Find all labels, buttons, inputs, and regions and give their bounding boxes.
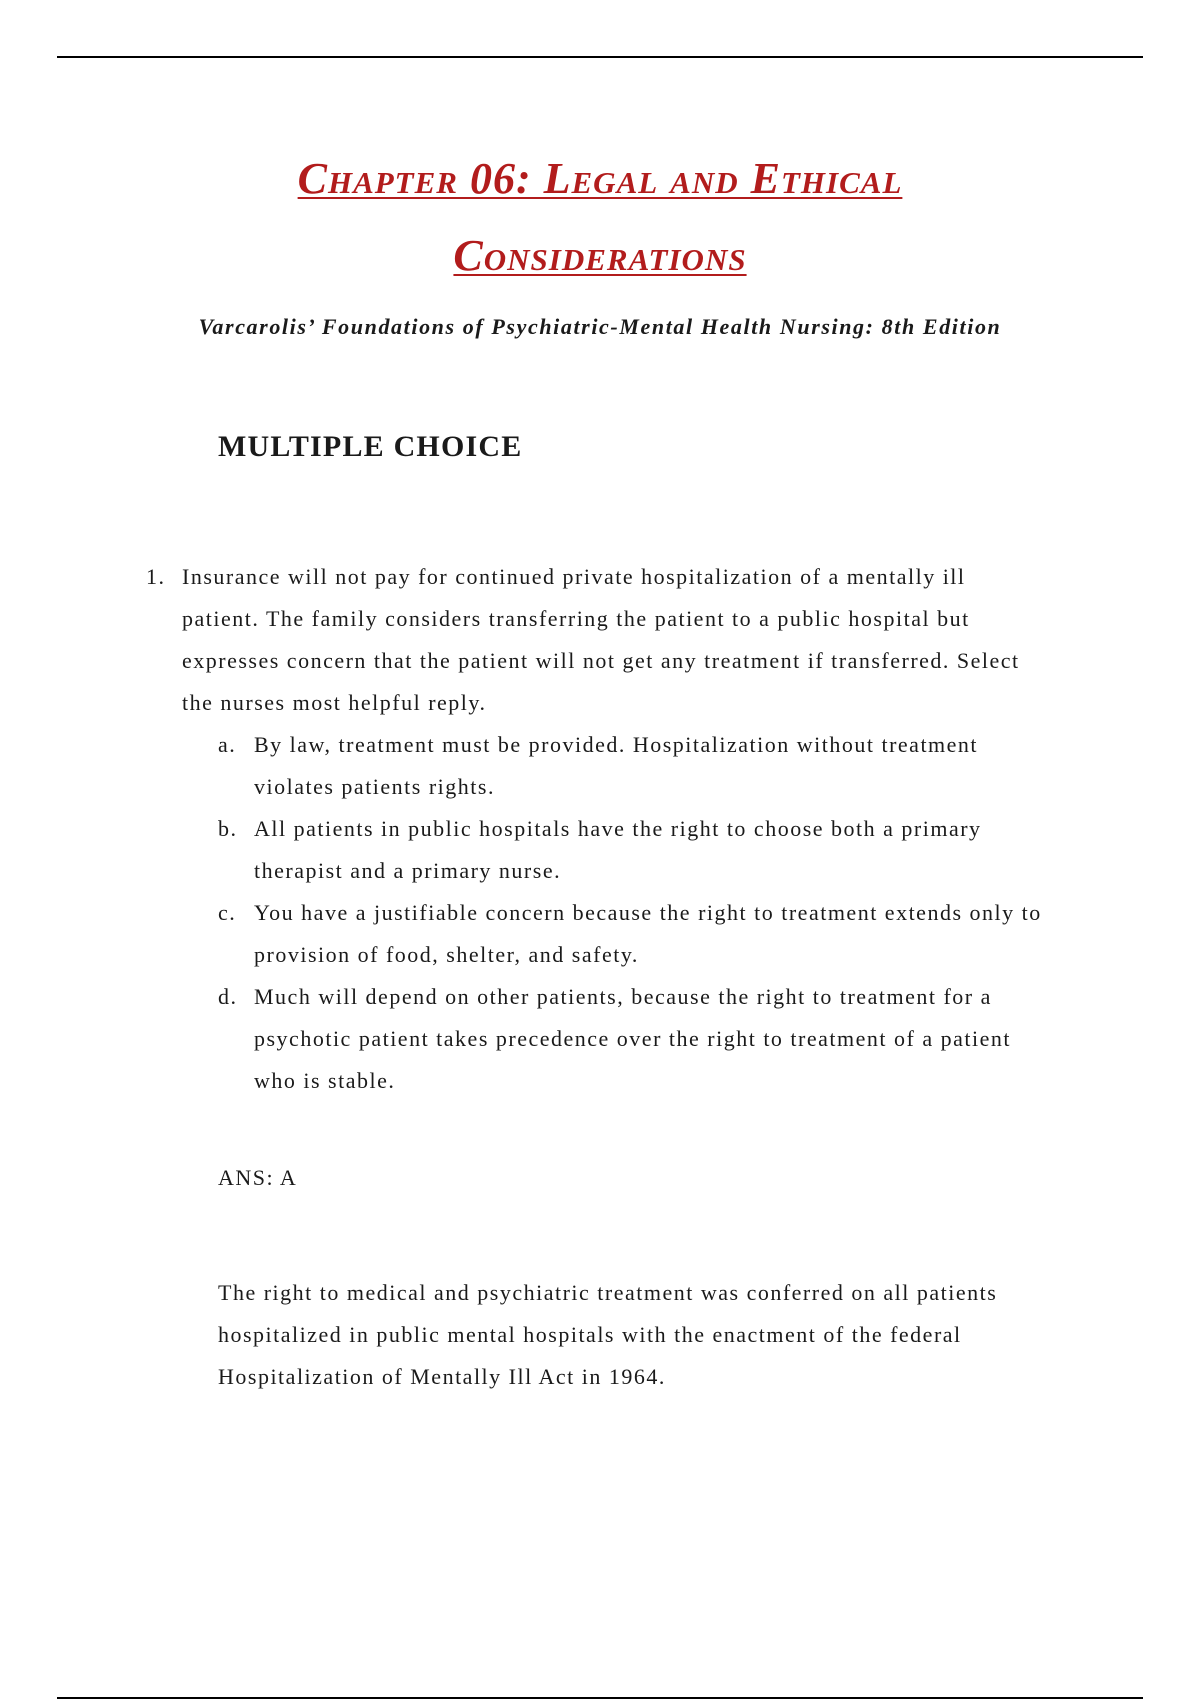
option-letter: d. [218,984,238,1009]
option-text: You have a justifiable concern because the right to treatment extends only to provision of food, shelter, and safety. [254,900,1042,967]
question-number: 1. [146,564,166,589]
option-letter: a. [218,732,237,757]
option-text: All patients in public hospitals have the right to choose both a primary therapist and a primary nurse. [254,816,982,883]
chapter-title-line-1: Chapter 06: Legal and Ethical [297,154,903,203]
option-letter: c. [218,900,237,925]
option-text: Much will depend on other patients, because the right to treatment for a psychotic patient takes precedence over the right to treatment of a patient who is stable. [254,984,1011,1093]
option-c [218,892,1046,976]
book-title: Varcarolis’ Foundations of Psychiatric-Mental Health Nursing: 8th Edition [198,314,1002,339]
rationale-text: The right to medical and psychiatric treatment was conferred on all patients hospitalized in public mental hospitals with the enactment of the federal Hospitalization of Mentally Ill Act in 1964. [218,1280,998,1389]
option-d [218,976,1046,1102]
section-heading: MULTIPLE CHOICE [218,430,523,463]
option-text: By law, treatment must be provided. Hospitalization without treatment violates patients rights. [254,732,979,799]
question-text: Insurance will not pay for continued private hospitalization of a mentally ill patient. The family considers transferring the patient to a public hospital but expresses concern that the patient will not get any treatment if transferred. Select the nurses most helpful reply. [182,564,1020,715]
chapter-title-line-2: Considerations [453,231,747,280]
option-b [218,808,1046,892]
answer-key: ANS: A [218,1165,298,1190]
question-stem [146,556,1046,724]
top-rule [57,56,1143,58]
question-block [146,556,1046,1102]
bottom-rule [57,1697,1143,1699]
option-a [218,724,1046,808]
answer-options [146,724,1046,1102]
chapter-title [0,140,1200,294]
option-letter: b. [218,816,238,841]
